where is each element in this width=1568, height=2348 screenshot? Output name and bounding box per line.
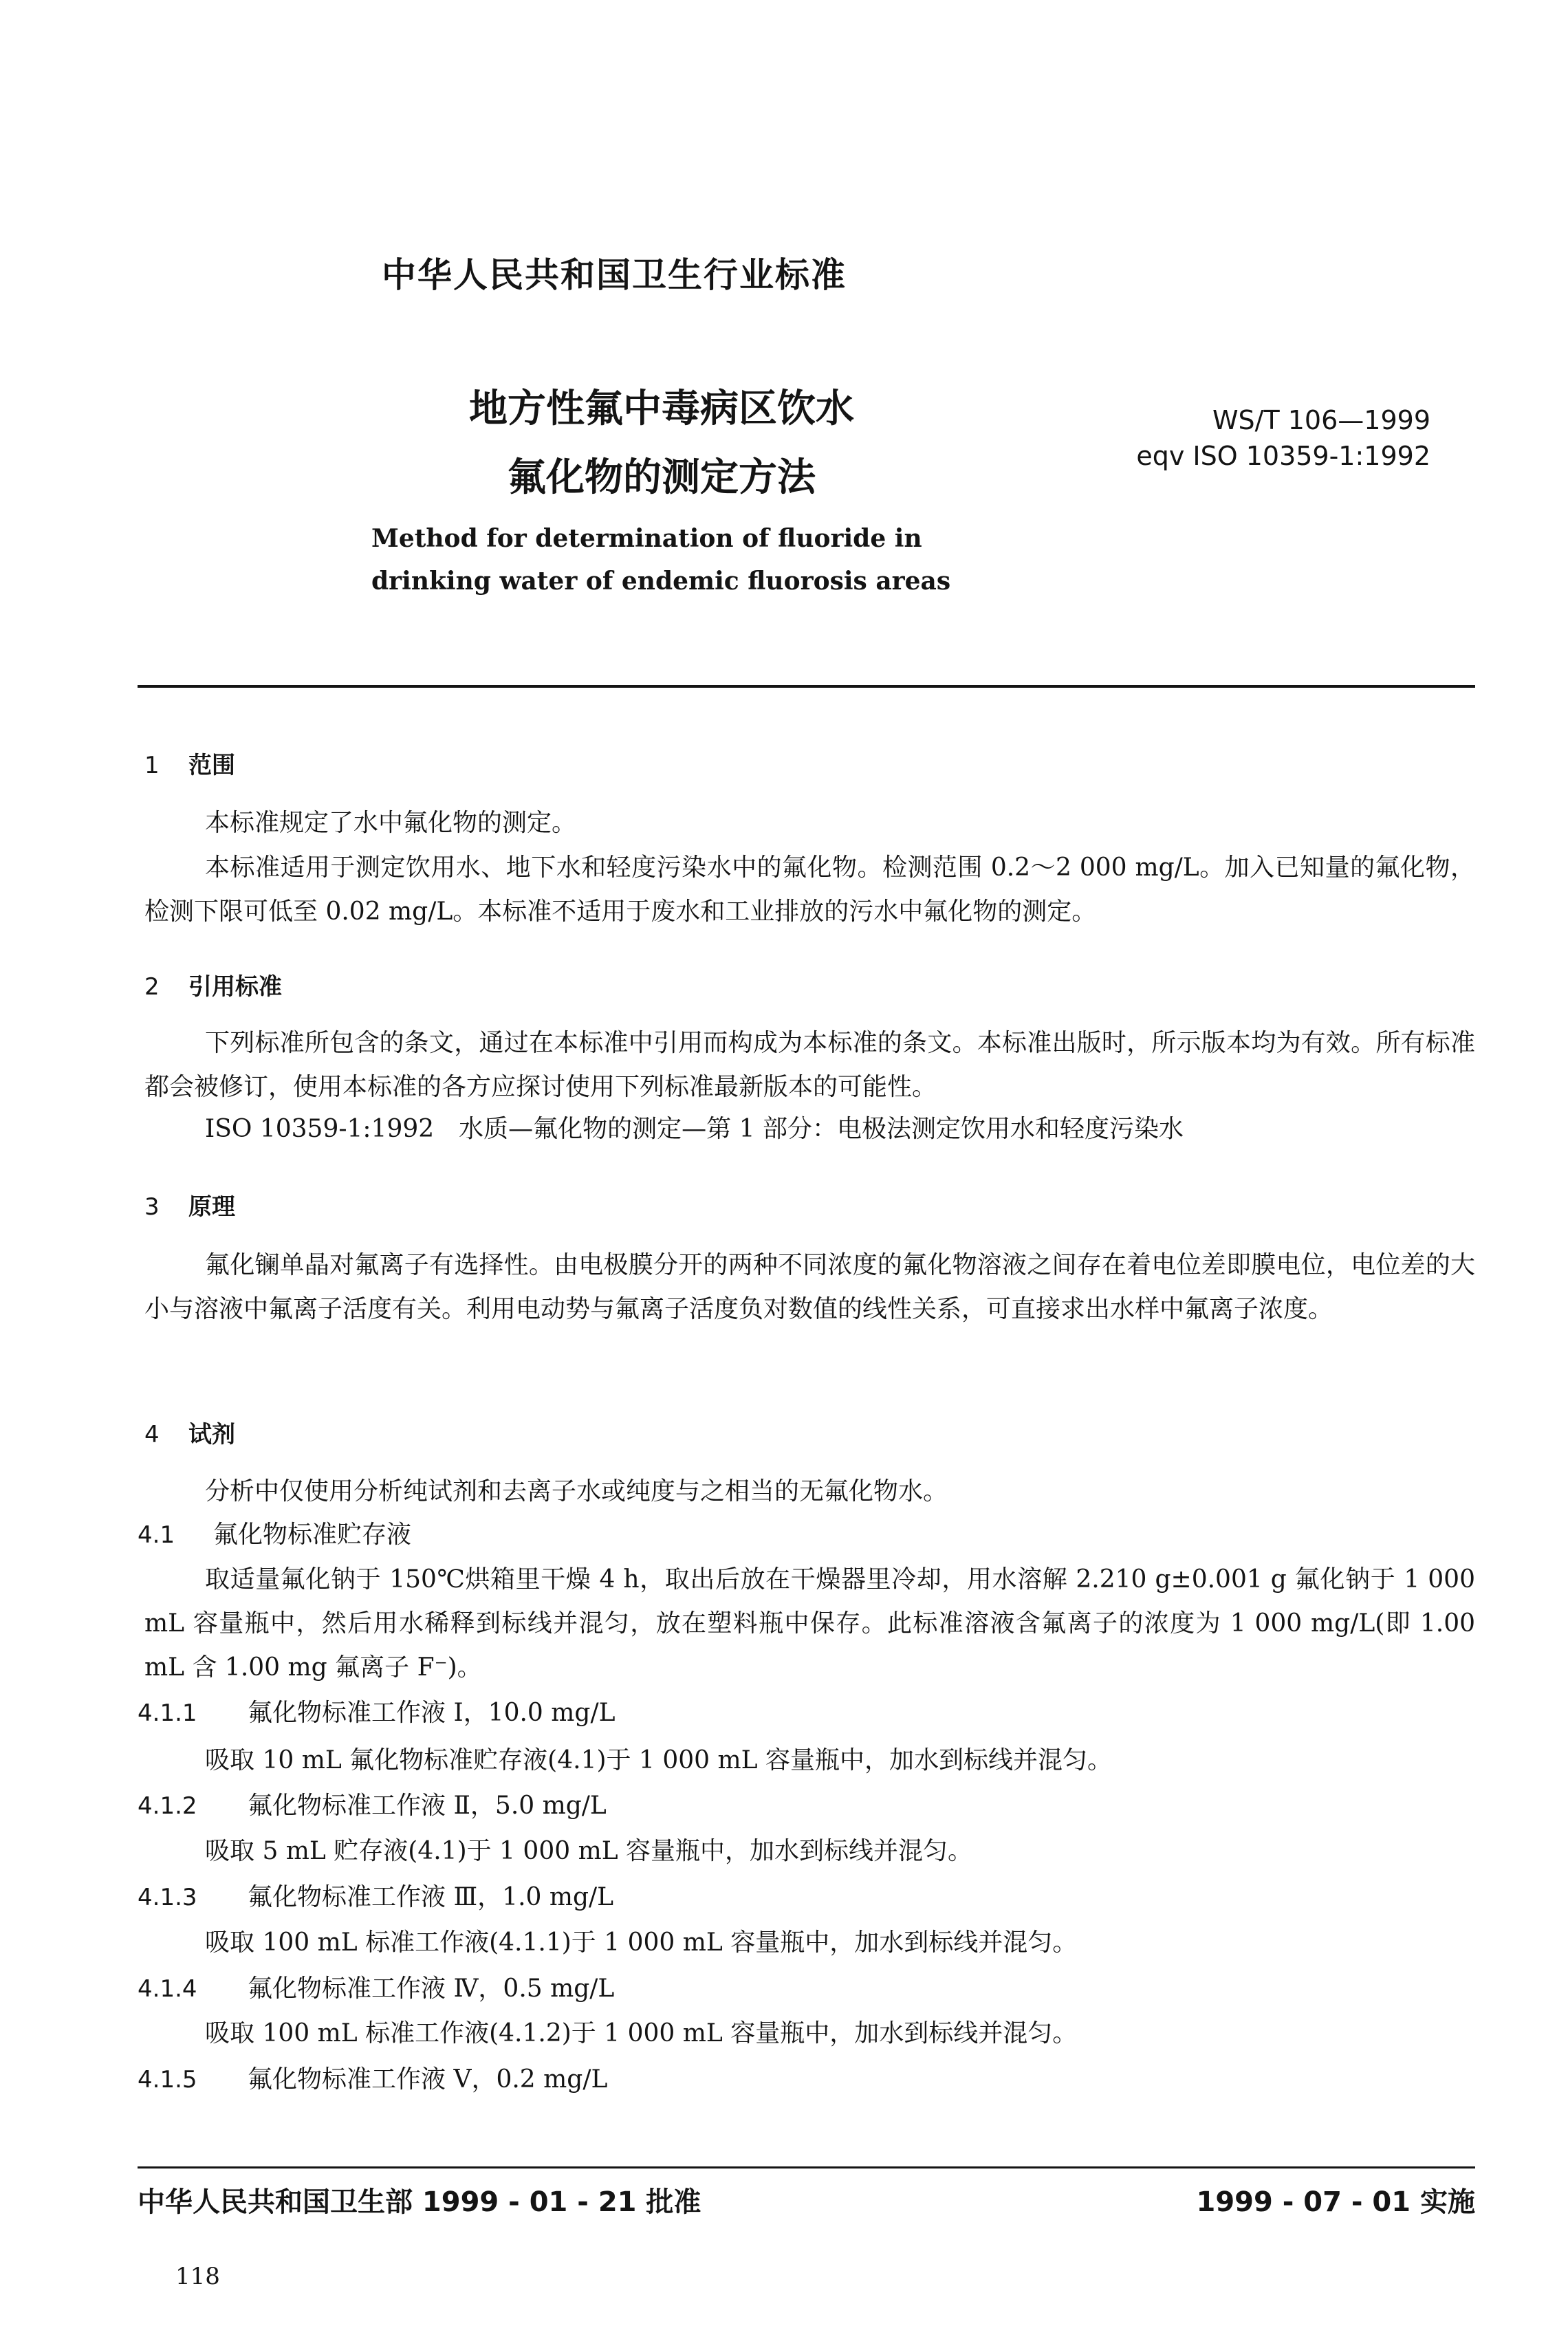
item-number: 4.1.4: [138, 1975, 197, 2003]
item-4-1-5-heading: [138, 2060, 607, 2095]
subsection-number: 4.1: [138, 1521, 175, 1549]
section-title: 引用标准: [188, 973, 282, 1001]
item-title: 氟化物标准工作液 Ⅱ，5.0 mg/L: [248, 1792, 607, 1820]
implementation-date: 1999 - 07 - 01 实施: [1196, 2186, 1475, 2218]
item-4-1-4-heading: [138, 1969, 614, 2004]
standard-code-line-2: eqv ISO 10359-1:1992: [1136, 441, 1430, 471]
item-4-1-1-text: 吸取 10 mL 氟化物标准贮存液(4.1)于 1 000 mL 容量瓶中，加水到标线并混匀。: [205, 1746, 1112, 1774]
item-4-1-2-heading: [138, 1786, 607, 1821]
section-number: 4: [144, 1421, 160, 1448]
header-divider: [138, 685, 1475, 688]
item-title: 氟化物标准工作液 Ⅲ，1.0 mg/L: [248, 1883, 614, 1911]
section-number: 1: [144, 752, 160, 779]
document-title-line-1: 地方性氟中毒病区饮水: [469, 387, 854, 431]
item-number: 4.1.2: [138, 1792, 197, 1820]
section-title: 原理: [188, 1193, 235, 1221]
section-title: 范围: [188, 752, 235, 779]
section-2-reference: ISO 10359-1:1992 水质—氟化物的测定—第 1 部分：电极法测定饮用水和轻度污染水: [205, 1115, 1184, 1143]
item-number: 4.1.3: [138, 1884, 197, 1911]
item-title: 氟化物标准工作液 Ⅰ，10.0 mg/L: [248, 1699, 616, 1727]
item-4-1-4-text: 吸取 100 mL 标准工作液(4.1.2)于 1 000 mL 容量瓶中，加水到标线并混匀。: [205, 2019, 1078, 2047]
item-4-1-3-text: 吸取 100 mL 标准工作液(4.1.1)于 1 000 mL 容量瓶中，加水到标线并混匀。: [205, 1928, 1078, 1957]
item-4-1-1-heading: [138, 1693, 615, 1728]
item-title: 氟化物标准工作液 Ⅴ，0.2 mg/L: [248, 2065, 608, 2094]
footer-divider: [138, 2166, 1475, 2168]
section-title: 试剂: [188, 1421, 235, 1448]
standard-code: [1135, 402, 1430, 474]
item-4-1-2-text: 吸取 5 mL 贮存液(4.1)于 1 000 mL 容量瓶中，加水到标线并混匀。: [205, 1837, 973, 1865]
item-title: 氟化物标准工作液 Ⅳ，0.5 mg/L: [248, 1975, 615, 2003]
section-1-paragraph-1: 本标准规定了水中氟化物的测定。: [205, 809, 577, 837]
subsection-4-1-heading: [138, 1515, 411, 1550]
english-title: [371, 517, 951, 602]
section-1-heading: [144, 746, 235, 780]
issuing-body-title: 中华人民共和国卫生行业标准: [382, 255, 847, 295]
section-2-paragraph-1: 下列标准所包含的条文，通过在本标准中引用而构成为本标准的条文。本标准出版时，所示版本均为有效。所有标准都会被修订，使用本标准的各方应探讨使用下列标准最新版本的可能性。: [144, 1029, 1475, 1101]
section-4-heading: [144, 1415, 235, 1449]
subsection-4-1-text: 取适量氟化钠于 150℃烘箱里干燥 4 h，取出后放在干燥器里冷却，用水溶解 2.210 g±0.001 g 氟化钠于 1 000 mL 容量瓶中，然后用水稀释到标线并混匀，放在塑料瓶中保存。此标准溶液含氟离子的浓度为 1 000 mg/L(即 1.00 mL 含 1.00 mg 氟离子 F⁻)。: [144, 1565, 1475, 1682]
section-1-paragraph-2: 本标准适用于测定饮用水、地下水和轻度污染水中的氟化物。检测范围 0.2～2 000 mg/L。加入已知量的氟化物，检测下限可低至 0.02 mg/L。本标准不适用于废水和工业排放的污水中氟化物的测定。: [144, 854, 1475, 926]
english-title-line-1: Method for determination of fluoride in: [371, 524, 922, 553]
document-title: [421, 375, 902, 512]
standard-code-line-1: WS/T 106—1999: [1212, 405, 1430, 435]
approval-statement: 中华人民共和国卫生部 1999 - 01 - 21 批准: [138, 2186, 701, 2218]
section-2-heading: [144, 968, 282, 1001]
document-title-line-2: 氟化物的测定方法: [508, 455, 816, 500]
section-3-heading: [144, 1188, 235, 1221]
subsection-title: 氟化物标准贮存液: [213, 1521, 412, 1549]
item-number: 4.1.5: [138, 2066, 197, 2094]
page-number: 118: [175, 2263, 220, 2290]
section-4-paragraph-1: 分析中仅使用分析纯试剂和去离子水或纯度与之相当的无氟化物水。: [205, 1477, 948, 1505]
section-number: 3: [144, 1193, 160, 1221]
english-title-line-2: drinking water of endemic fluorosis areas: [371, 567, 951, 596]
item-number: 4.1.1: [138, 1699, 197, 1727]
section-3-paragraph-1: 氟化镧单晶对氟离子有选择性。由电极膜分开的两种不同浓度的氟化物溶液之间存在着电位差即膜电位，电位差的大小与溶液中氟离子活度有关。利用电动势与氟离子活度负对数值的线性关系，可直接求出水样中氟离子浓度。: [144, 1251, 1475, 1323]
section-number: 2: [144, 973, 160, 1001]
item-4-1-3-heading: [138, 1878, 613, 1913]
